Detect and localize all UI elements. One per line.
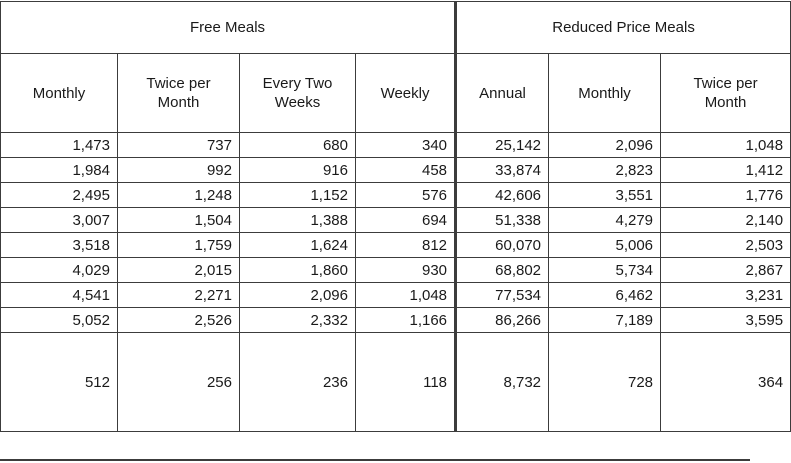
group-header-free-meals: Free Meals bbox=[1, 2, 456, 54]
table-cell: 8,732 bbox=[456, 333, 549, 432]
table-cell: 33,874 bbox=[456, 158, 549, 183]
table-cell: 5,006 bbox=[549, 233, 661, 258]
table-cell: 77,534 bbox=[456, 283, 549, 308]
table-cell: 1,984 bbox=[1, 158, 118, 183]
table-cell: 1,248 bbox=[118, 183, 240, 208]
table-cell: 3,007 bbox=[1, 208, 118, 233]
table-cell: 2,096 bbox=[549, 133, 661, 158]
table-row bbox=[0, 333, 791, 432]
col-header-free-every-two-weeks: Every Two Weeks bbox=[240, 54, 356, 133]
table-cell: 340 bbox=[356, 133, 456, 158]
table-cell: 3,551 bbox=[549, 183, 661, 208]
table-cell: 4,541 bbox=[1, 283, 118, 308]
group-header-reduced-price-meals: Reduced Price Meals bbox=[456, 2, 791, 54]
table-cell: 2,140 bbox=[661, 208, 791, 233]
table-cell: 1,504 bbox=[118, 208, 240, 233]
col-header-reduced-monthly: Monthly bbox=[549, 54, 661, 133]
col-header-free-weekly: Weekly bbox=[356, 54, 456, 133]
table-row bbox=[0, 158, 791, 183]
table-cell: 364 bbox=[661, 333, 791, 432]
table-cell: 1,048 bbox=[661, 133, 791, 158]
table-cell: 3,518 bbox=[1, 233, 118, 258]
table-row bbox=[0, 233, 791, 258]
table-cell: 42,606 bbox=[456, 183, 549, 208]
col-header-reduced-twice-per-month: Twice per Month bbox=[661, 54, 791, 133]
table-cell: 576 bbox=[356, 183, 456, 208]
table-cell: 2,823 bbox=[549, 158, 661, 183]
table-row bbox=[0, 208, 791, 233]
table-cell: 512 bbox=[1, 333, 118, 432]
table-cell: 2,096 bbox=[240, 283, 356, 308]
table-cell: 7,189 bbox=[549, 308, 661, 333]
table-cell: 2,271 bbox=[118, 283, 240, 308]
table-cell: 2,495 bbox=[1, 183, 118, 208]
table-cell: 5,734 bbox=[549, 258, 661, 283]
table-row bbox=[0, 258, 791, 283]
table-row bbox=[0, 283, 791, 308]
table-cell: 1,624 bbox=[240, 233, 356, 258]
table-cell: 728 bbox=[549, 333, 661, 432]
table-cell: 2,867 bbox=[661, 258, 791, 283]
table-cell: 1,776 bbox=[661, 183, 791, 208]
table-cell: 1,412 bbox=[661, 158, 791, 183]
table-cell: 737 bbox=[118, 133, 240, 158]
col-header-free-monthly: Monthly bbox=[1, 54, 118, 133]
table-row bbox=[0, 308, 791, 333]
table-cell: 3,231 bbox=[661, 283, 791, 308]
table-cell: 1,152 bbox=[240, 183, 356, 208]
table-cell: 118 bbox=[356, 333, 456, 432]
table-cell: 6,462 bbox=[549, 283, 661, 308]
income-eligibility-table bbox=[0, 1, 791, 432]
table-cell: 60,070 bbox=[456, 233, 549, 258]
table-row bbox=[0, 183, 791, 208]
table-cell: 4,279 bbox=[549, 208, 661, 233]
table-cell: 2,015 bbox=[118, 258, 240, 283]
table-cell: 1,166 bbox=[356, 308, 456, 333]
sub-header-row bbox=[0, 54, 791, 133]
table-cell: 1,759 bbox=[118, 233, 240, 258]
bottom-border bbox=[0, 459, 750, 461]
table-cell: 3,595 bbox=[661, 308, 791, 333]
table-cell: 25,142 bbox=[456, 133, 549, 158]
table-cell: 2,503 bbox=[661, 233, 791, 258]
table-cell: 2,526 bbox=[118, 308, 240, 333]
table-cell: 930 bbox=[356, 258, 456, 283]
table-row bbox=[0, 133, 791, 158]
table-cell: 916 bbox=[240, 158, 356, 183]
table-cell: 86,266 bbox=[456, 308, 549, 333]
table-cell: 5,052 bbox=[1, 308, 118, 333]
table-cell: 51,338 bbox=[456, 208, 549, 233]
table-cell: 256 bbox=[118, 333, 240, 432]
table-cell: 68,802 bbox=[456, 258, 549, 283]
table-cell: 1,048 bbox=[356, 283, 456, 308]
table-cell: 458 bbox=[356, 158, 456, 183]
table-cell: 236 bbox=[240, 333, 356, 432]
table-cell: 992 bbox=[118, 158, 240, 183]
table-cell: 4,029 bbox=[1, 258, 118, 283]
table-cell: 1,860 bbox=[240, 258, 356, 283]
table-cell: 1,473 bbox=[1, 133, 118, 158]
table-cell: 1,388 bbox=[240, 208, 356, 233]
col-header-free-twice-per-month: Twice per Month bbox=[118, 54, 240, 133]
table-cell: 812 bbox=[356, 233, 456, 258]
group-header-row bbox=[0, 2, 791, 54]
table-cell: 694 bbox=[356, 208, 456, 233]
table-cell: 680 bbox=[240, 133, 356, 158]
table-cell: 2,332 bbox=[240, 308, 356, 333]
col-header-reduced-annual: Annual bbox=[456, 54, 549, 133]
